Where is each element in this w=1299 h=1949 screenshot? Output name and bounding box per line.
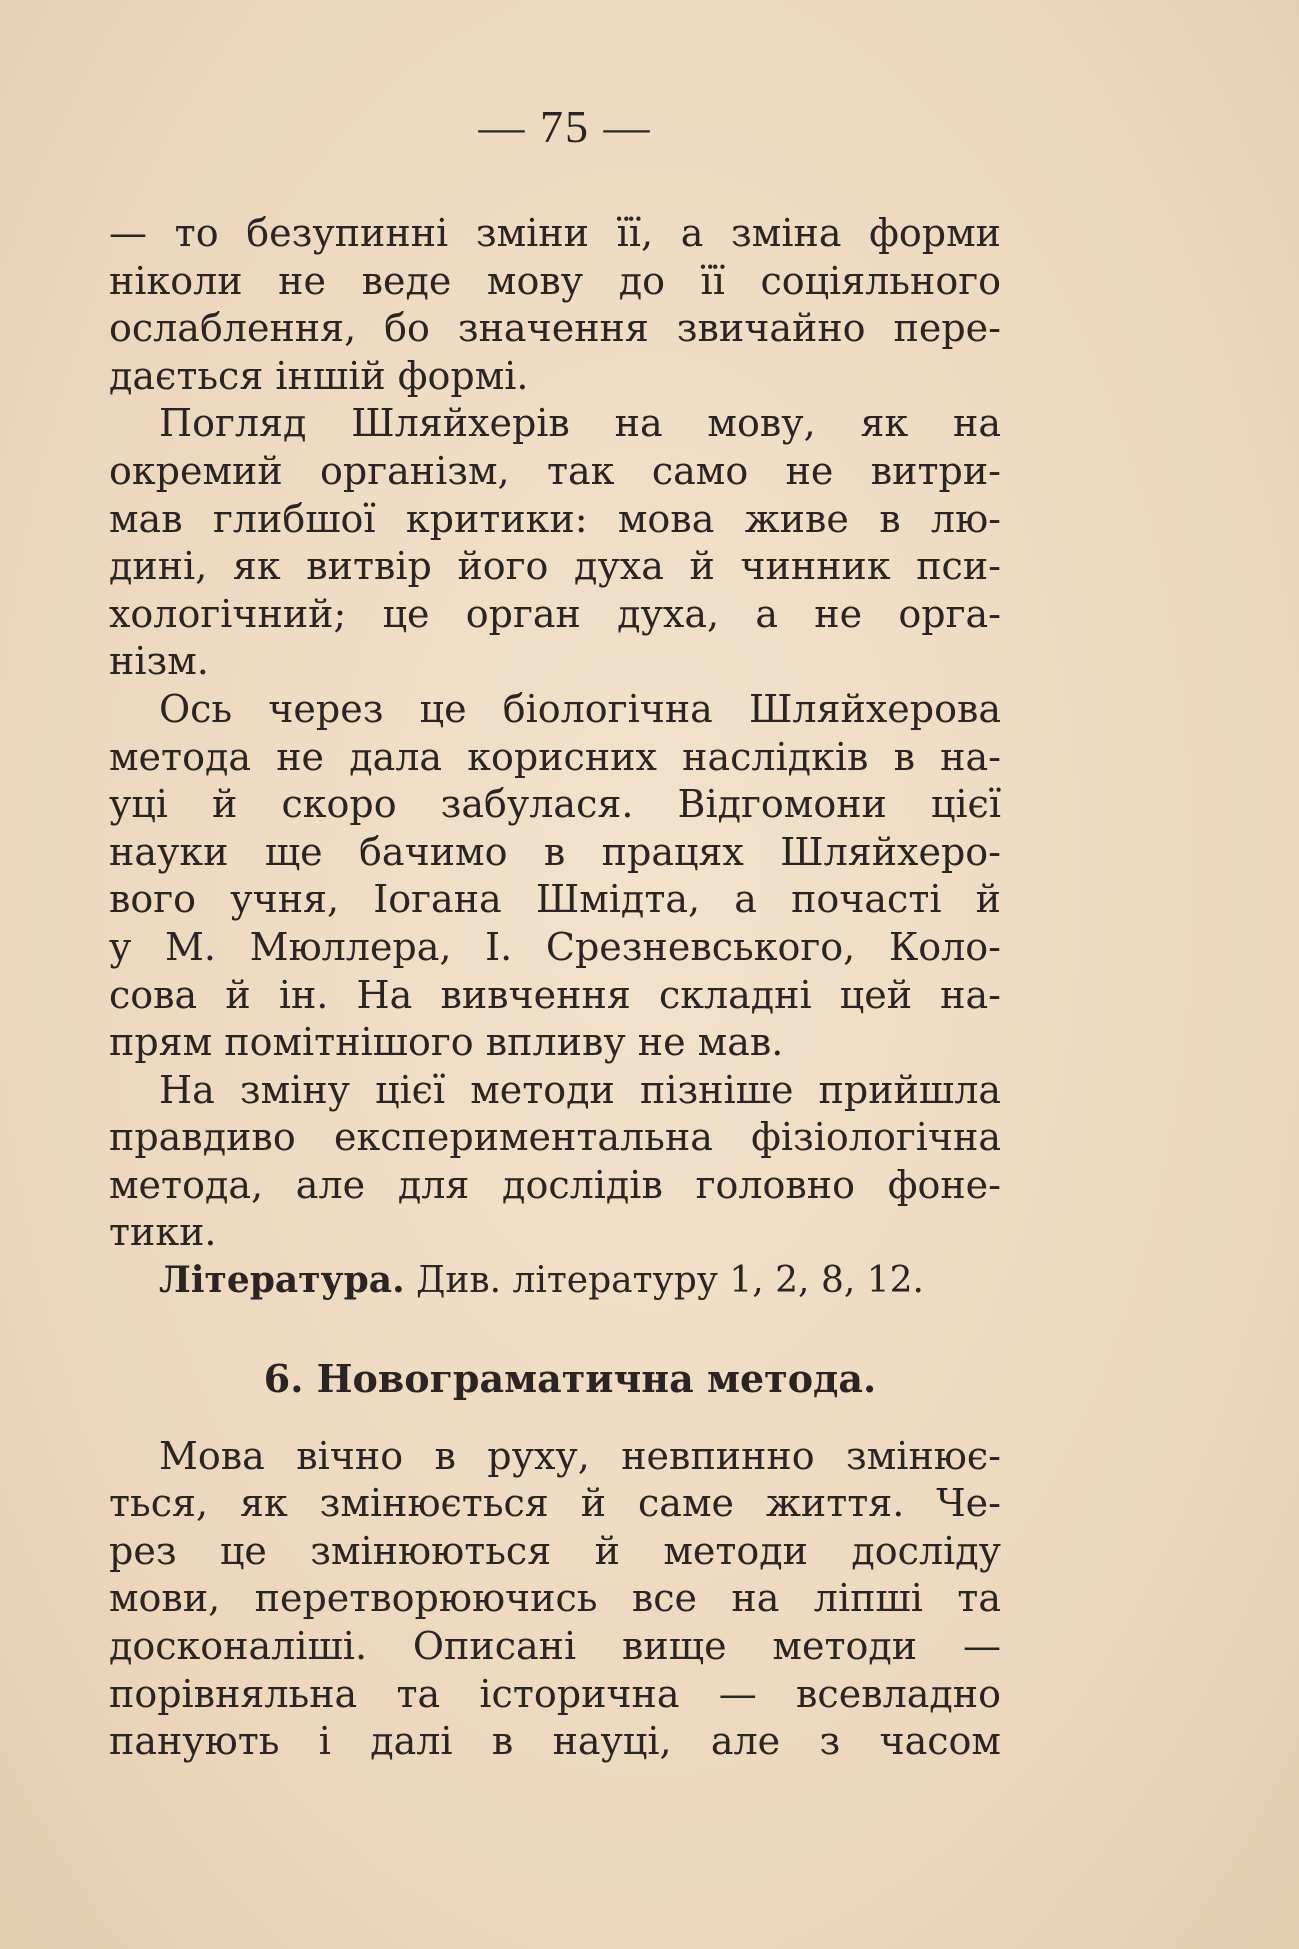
text-line: сова й ін. На вивчення складні цей на- <box>109 972 1001 1017</box>
paragraph-1 <box>109 210 1001 400</box>
text-line: дині, як витвір його духа й чинник пси- <box>109 544 1001 589</box>
text-line: прям помітнішого впливу не мав. <box>109 1020 784 1065</box>
page-number: — 75 — <box>478 101 652 152</box>
text-line: На зміну цієї методи пізніше прийшла <box>159 1067 1001 1112</box>
section-heading: 6. Новограматична метода. <box>263 1355 877 1401</box>
literature-label: Література. <box>159 1259 405 1302</box>
page-body <box>109 210 1001 1766</box>
text-line: Ось через це біологічна Шляйхерова <box>159 686 1001 731</box>
text-line: хологічний; це орган духа, а не орга- <box>109 591 1001 636</box>
section-paragraph <box>109 1433 1001 1766</box>
paragraph-4 <box>109 1067 1001 1257</box>
text-line: мови, перетворюючись все на ліпші та <box>109 1576 1001 1621</box>
text-line: уці й скоро забулася. Відгомони цієї <box>109 782 1001 827</box>
text-line: Мова вічно в руху, невпинно змінює- <box>159 1433 1001 1478</box>
text-line: рез це змінюються й методи досліду <box>109 1528 1001 1573</box>
text-line: ться, як змінюється й саме життя. Че- <box>109 1481 1001 1526</box>
text-line: дається іншій формі. <box>109 353 529 398</box>
text-line: ніколи не веде мову до її соціяльного <box>109 258 1001 303</box>
text-line: вого учня, Іогана Шмідта, а почасті й <box>109 877 1001 922</box>
text-line: мав глибшої критики: мова живе в лю- <box>109 496 1001 541</box>
literature-text: Див. літературу 1, 2, 8, 12. <box>416 1260 924 1302</box>
text-line: у М. Мюллера, І. Срезневського, Коло- <box>109 924 1001 969</box>
text-line: нізм. <box>109 639 209 684</box>
text-line: правдиво експериментальна фізіологічна <box>109 1115 1001 1160</box>
text-line: метода, але для дослідів головно фоне- <box>109 1162 1001 1207</box>
text-line: ослаблення, бо значення звичайно пере- <box>109 306 1001 351</box>
text-line: — то безупинні зміни її, а зміна форми <box>109 211 1001 255</box>
text-line: досконаліші. Описані вище методи — <box>109 1624 1001 1669</box>
text-line: Погляд Шляйхерів на мову, як на <box>159 401 1001 446</box>
text-line: науки ще бачимо в працях Шляйхеро- <box>109 829 1001 874</box>
paragraph-3 <box>109 686 1001 1067</box>
text-line: панують і далі в науці, але з часом <box>109 1719 1001 1764</box>
text-line: метода не дала корисних наслідків в на- <box>109 734 1001 779</box>
text-line: порівняльна та історична — всевладно <box>109 1671 1001 1716</box>
paragraph-2 <box>109 400 1001 686</box>
text-line: тики. <box>109 1210 217 1255</box>
text-line: окремий організм, так само не витри- <box>109 448 1001 493</box>
literature-note <box>109 1257 1001 1305</box>
